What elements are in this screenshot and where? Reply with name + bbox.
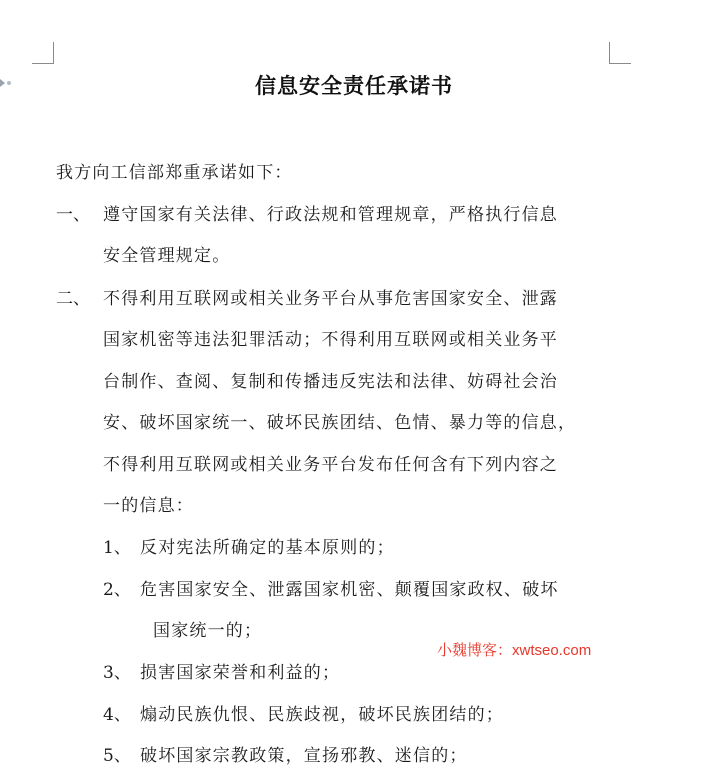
sub-item-number: 3、 <box>103 663 131 683</box>
item-line: 不得利用互联网或相关业务平台从事危害国家安全、泄露 <box>103 289 558 309</box>
item-line: 安、破坏国家统一、破坏民族团结、色情、暴力等的信息， <box>103 413 577 433</box>
sub-item-line: 破坏国家宗教政策，宣扬邪教、迷信的； <box>140 746 468 766</box>
sub-item-line: 损害国家荣誉和利益的； <box>140 663 341 683</box>
item-line: 国家机密等违法犯罪活动；不得利用互联网或相关业务平 <box>103 330 558 350</box>
document-title: 信息安全责任承诺书 <box>255 73 453 98</box>
sub-item-number: 5、 <box>103 746 131 766</box>
item-number: 二、 <box>56 289 90 309</box>
crop-mark-top-right <box>609 63 631 64</box>
item-line: 安全管理规定。 <box>103 246 231 266</box>
item-line: 遵守国家有关法律、行政法规和管理规章，严格执行信息 <box>103 205 558 225</box>
sub-item-number: 1、 <box>103 538 131 558</box>
sub-item-line: 煽动民族仇恨、民族歧视，破坏民族团结的； <box>140 705 504 725</box>
sub-item-line: 国家统一的； <box>153 621 263 641</box>
intro-paragraph: 我方向工信部郑重承诺如下： <box>56 163 293 183</box>
crop-mark-top-left <box>53 42 54 64</box>
crop-mark-top-left <box>32 63 54 64</box>
sub-item-line: 反对宪法所确定的基本原则的； <box>140 538 395 558</box>
item-line: 一的信息： <box>103 496 194 516</box>
sub-item-number: 2、 <box>103 580 131 600</box>
item-line: 台制作、查阅、复制和传播违反宪法和法律、妨碍社会治 <box>103 372 558 392</box>
item-line: 不得利用互联网或相关业务平台发布任何含有下列内容之 <box>103 455 558 475</box>
sub-item-line: 危害国家安全、泄露国家机密、颠覆国家政权、破坏 <box>140 580 559 600</box>
watermark-text: 小魏博客：xwtseo.com <box>437 642 592 659</box>
item-number: 一、 <box>56 205 90 225</box>
sub-item-number: 4、 <box>103 705 131 725</box>
crop-mark-top-right <box>609 42 610 64</box>
